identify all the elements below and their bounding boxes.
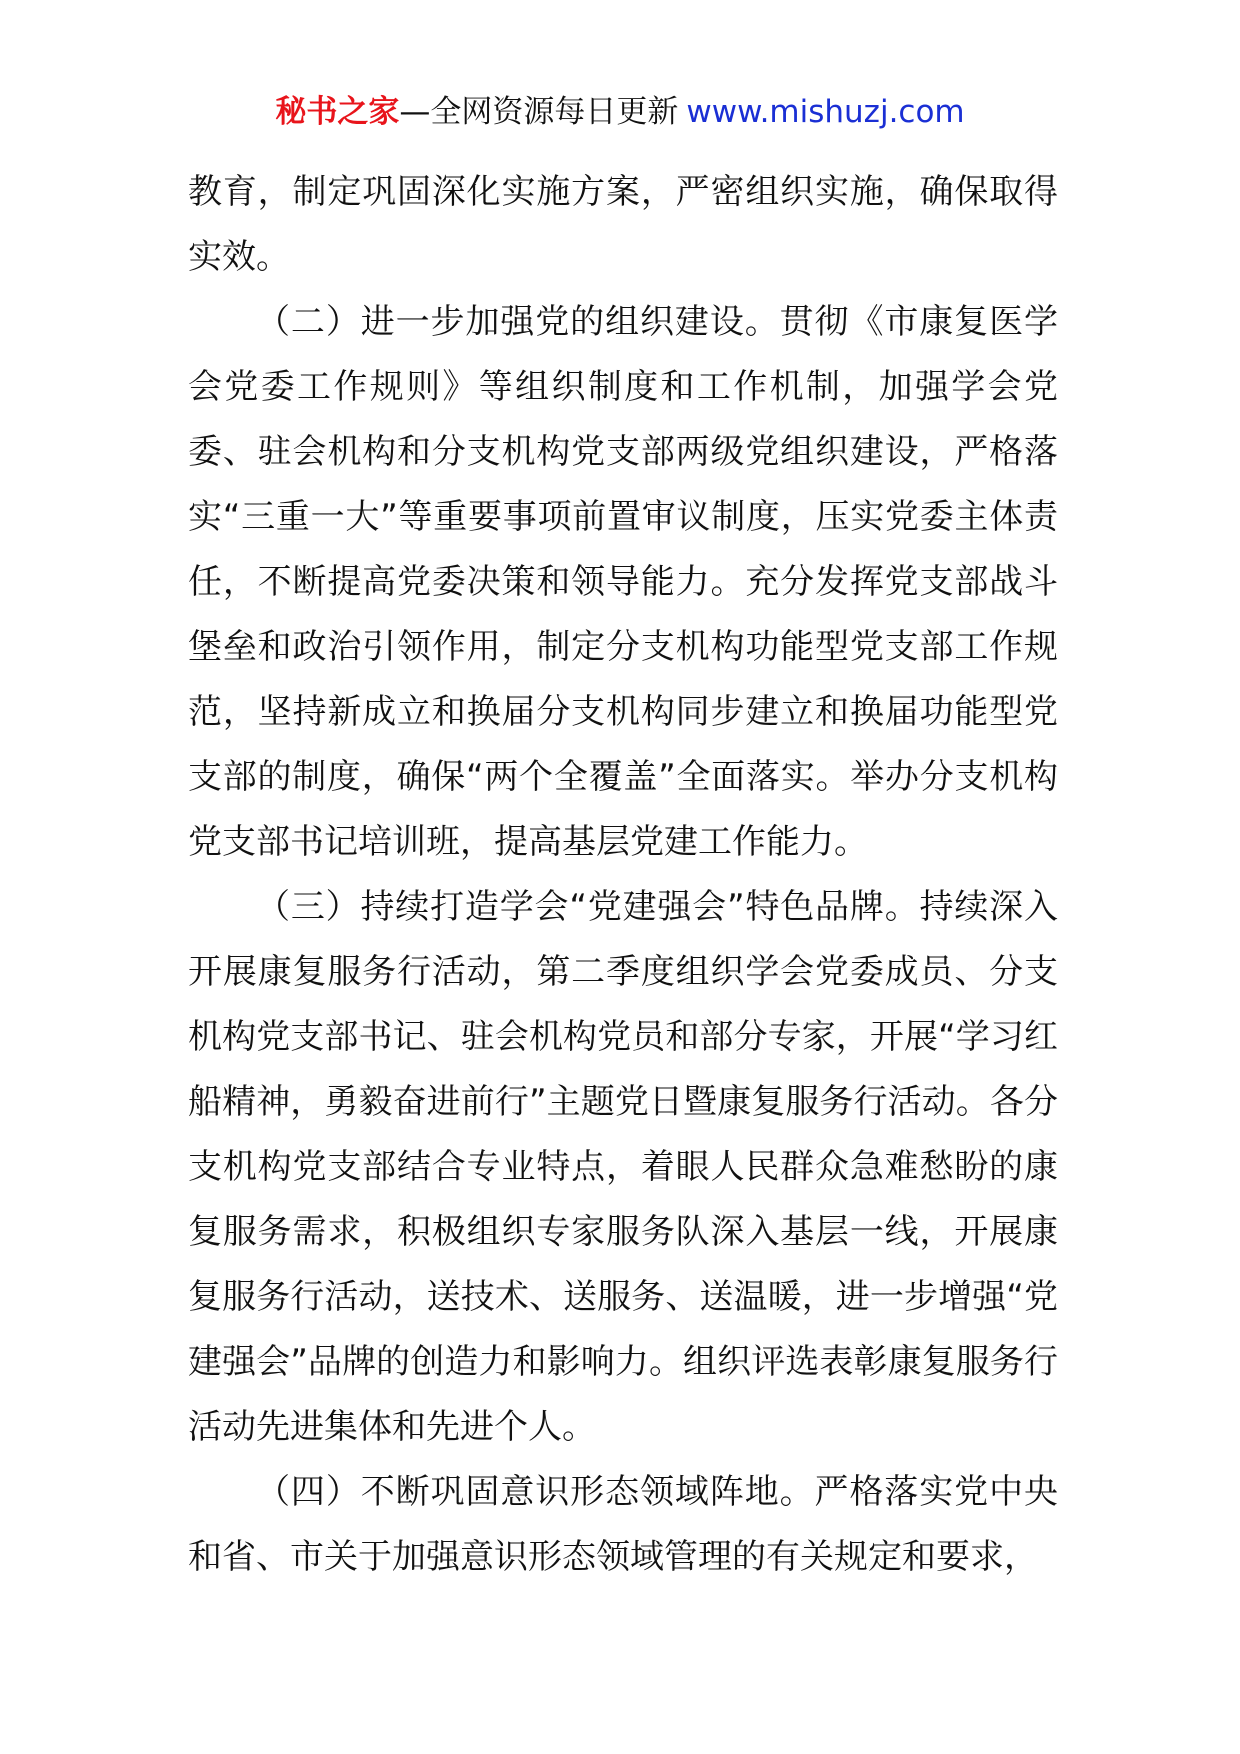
site-url-link[interactable]: www.mishuzj.com — [686, 94, 965, 130]
header-tagline: —全网资源每日更新 — [399, 94, 679, 130]
document-body — [188, 160, 1058, 1590]
paragraph-section-2: （二）进一步加强党的组织建设。贯彻《市康复医学会党委工作规则》等组织制度和工作机制，加强学会党委、驻会机构和分支机构党支部两级党组织建设，严格落实“三重一大”等重要事项前置审议制度，压实党委主体责任，不断提高党委决策和领导能力。充分发挥党支部战斗堡垒和政治引领作用，制定分支机构功能型党支部工作规范，坚持新成立和换届分支机构同步建立和换届功能型党支部的制度，确保“两个全覆盖”全面落实。举办分支机构党支部书记培训班，提高基层党建工作能力。 — [188, 302, 1058, 862]
paragraph-continuation: 教育，制定巩固深化实施方案，严密组织实施，确保取得实效。 — [188, 172, 1058, 277]
paragraph-section-4: （四）不断巩固意识形态领域阵地。严格落实党中央和省、市关于加强意识形态领域管理的有关规定和要求， — [188, 1472, 1058, 1577]
site-header — [0, 92, 1240, 132]
brand-name: 秘书之家 — [275, 94, 400, 130]
paragraph-section-3: （三）持续打造学会“党建强会”特色品牌。持续深入开展康复服务行活动，第二季度组织学会党委成员、分支机构党支部书记、驻会机构党员和部分专家，开展“学习红船精神，勇毅奋进前行”主题党日暨康复服务行活动。各分支机构党支部结合专业特点，着眼人民群众急难愁盼的康复服务需求，积极组织专家服务队深入基层一线，开展康复服务行活动，送技术、送服务、送温暖，进一步增强“党建强会”品牌的创造力和影响力。组织评选表彰康复服务行活动先进集体和先进个人。 — [188, 887, 1058, 1447]
